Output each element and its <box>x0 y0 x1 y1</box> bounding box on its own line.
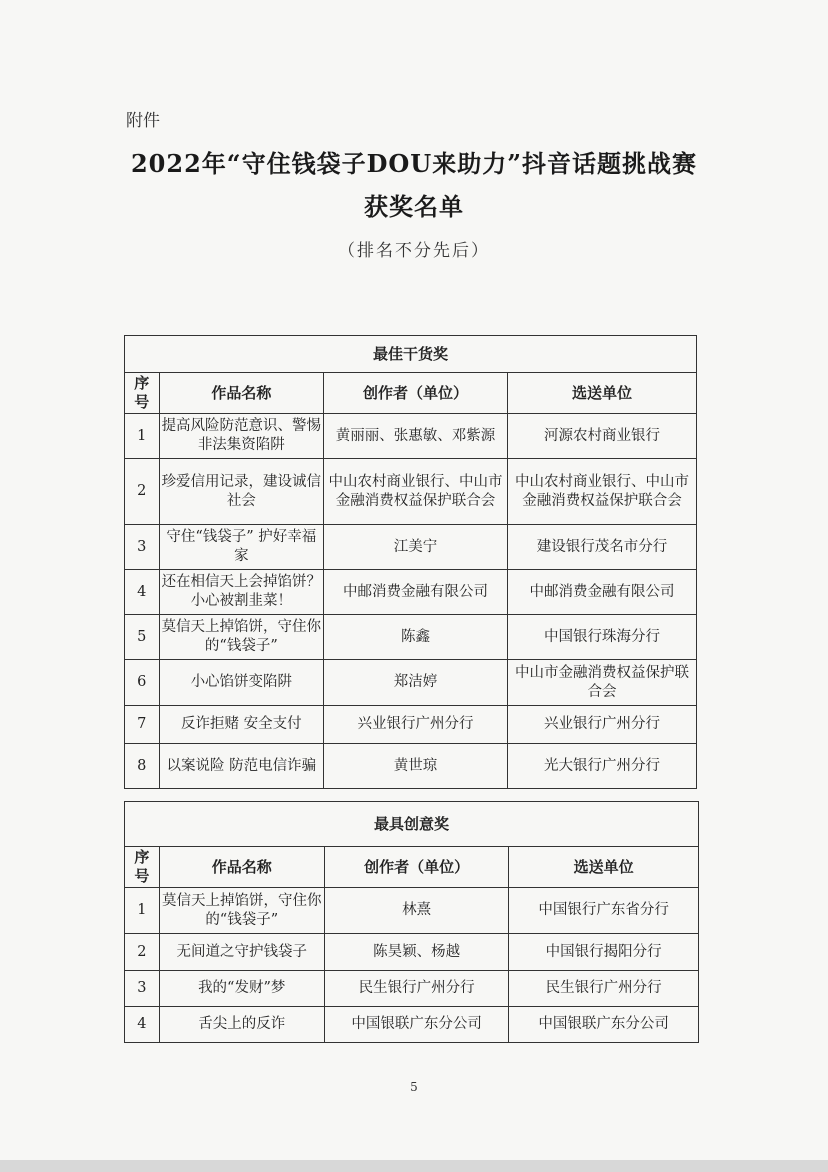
table-row <box>125 934 699 971</box>
cell-work: 珍爱信用记录，建设诚信社会 <box>159 459 324 525</box>
table-row <box>125 744 697 789</box>
cell-no: 7 <box>125 706 160 744</box>
table-row <box>125 525 697 570</box>
cell-creator: 江美宁 <box>324 525 508 570</box>
cell-creator: 陈昊颖、杨越 <box>324 934 509 971</box>
cell-no: 2 <box>125 459 160 525</box>
award-title: 最具创意奖 <box>125 802 699 847</box>
column-header-creator: 创作者（单位） <box>324 847 509 888</box>
column-header-work: 作品名称 <box>159 373 324 414</box>
cell-unit: 民生银行广州分行 <box>509 971 699 1007</box>
cell-no: 2 <box>125 934 160 971</box>
cell-unit: 兴业银行广州分行 <box>508 706 697 744</box>
award-table-best-content <box>124 335 697 789</box>
cell-work: 莫信天上掉馅饼，守住你的“钱袋子” <box>159 615 324 660</box>
cell-creator: 兴业银行广州分行 <box>324 706 508 744</box>
table-row <box>125 706 697 744</box>
award-title: 最佳干货奖 <box>125 336 697 373</box>
page-title-line2: 获奖名单 <box>364 192 464 221</box>
cell-work: 还在相信天上会掉馅饼？小心被割韭菜！ <box>159 570 324 615</box>
cell-unit: 中国银行揭阳分行 <box>509 934 699 971</box>
cell-no: 3 <box>125 971 160 1007</box>
cell-unit: 光大银行广州分行 <box>508 744 697 789</box>
table-row <box>125 414 697 459</box>
cell-unit: 中邮消费金融有限公司 <box>508 570 697 615</box>
cell-unit: 中国银联广东分公司 <box>509 1007 699 1043</box>
page-number: 5 <box>410 1080 418 1094</box>
column-header-no: 序号 <box>125 847 160 888</box>
cell-no: 4 <box>125 1007 160 1043</box>
page-title: 2022年“守住钱袋子DOU来助力”抖音话题挑战赛 <box>130 149 698 178</box>
cell-creator: 陈鑫 <box>324 615 508 660</box>
cell-work: 守住“钱袋子” 护好幸福家 <box>159 525 324 570</box>
cell-no: 3 <box>125 525 160 570</box>
table-row <box>125 888 699 934</box>
cell-work: 反诈拒赌 安全支付 <box>159 706 324 744</box>
column-header-creator: 创作者（单位） <box>324 373 508 414</box>
column-header-unit: 选送单位 <box>509 847 699 888</box>
cell-unit: 中山农村商业银行、中山市金融消费权益保护联合会 <box>508 459 697 525</box>
cell-work: 小心馅饼变陷阱 <box>159 660 324 706</box>
cell-no: 6 <box>125 660 160 706</box>
cell-no: 4 <box>125 570 160 615</box>
cell-creator: 黄丽丽、张惠敏、邓紫源 <box>324 414 508 459</box>
cell-unit: 建设银行茂名市分行 <box>508 525 697 570</box>
table-row <box>125 660 697 706</box>
table-row <box>125 570 697 615</box>
cell-no: 1 <box>125 888 160 934</box>
cell-creator: 林熹 <box>324 888 509 934</box>
cell-unit: 中山市金融消费权益保护联合会 <box>508 660 697 706</box>
cell-creator: 黄世琼 <box>324 744 508 789</box>
cell-unit: 中国银行珠海分行 <box>508 615 697 660</box>
award-table-most-creative <box>124 801 699 1043</box>
cell-work: 莫信天上掉馅饼，守住你的“钱袋子” <box>159 888 324 934</box>
cell-unit: 河源农村商业银行 <box>508 414 697 459</box>
cell-unit: 中国银行广东省分行 <box>509 888 699 934</box>
cell-work: 我的“发财”梦 <box>159 971 324 1007</box>
table-row <box>125 971 699 1007</box>
cell-creator: 中邮消费金融有限公司 <box>324 570 508 615</box>
cell-creator: 民生银行广州分行 <box>324 971 509 1007</box>
attachment-label: 附件 <box>126 111 160 131</box>
table-row <box>125 615 697 660</box>
column-header-unit: 选送单位 <box>508 373 697 414</box>
cell-creator: 中国银联广东分公司 <box>324 1007 509 1043</box>
cell-creator: 中山农村商业银行、中山市金融消费权益保护联合会 <box>324 459 508 525</box>
cell-work: 无间道之守护钱袋子 <box>159 934 324 971</box>
page-subtitle: （排名不分先后） <box>338 241 490 261</box>
table-row <box>125 1007 699 1043</box>
column-header-no: 序号 <box>125 373 160 414</box>
cell-no: 1 <box>125 414 160 459</box>
column-header-work: 作品名称 <box>159 847 324 888</box>
cell-no: 5 <box>125 615 160 660</box>
cell-no: 8 <box>125 744 160 789</box>
table-row <box>125 459 697 525</box>
cell-work: 舌尖上的反诈 <box>159 1007 324 1043</box>
cell-creator: 郑洁婷 <box>324 660 508 706</box>
cell-work: 提高风险防范意识、警惕非法集资陷阱 <box>159 414 324 459</box>
cell-work: 以案说险 防范电信诈骗 <box>159 744 324 789</box>
